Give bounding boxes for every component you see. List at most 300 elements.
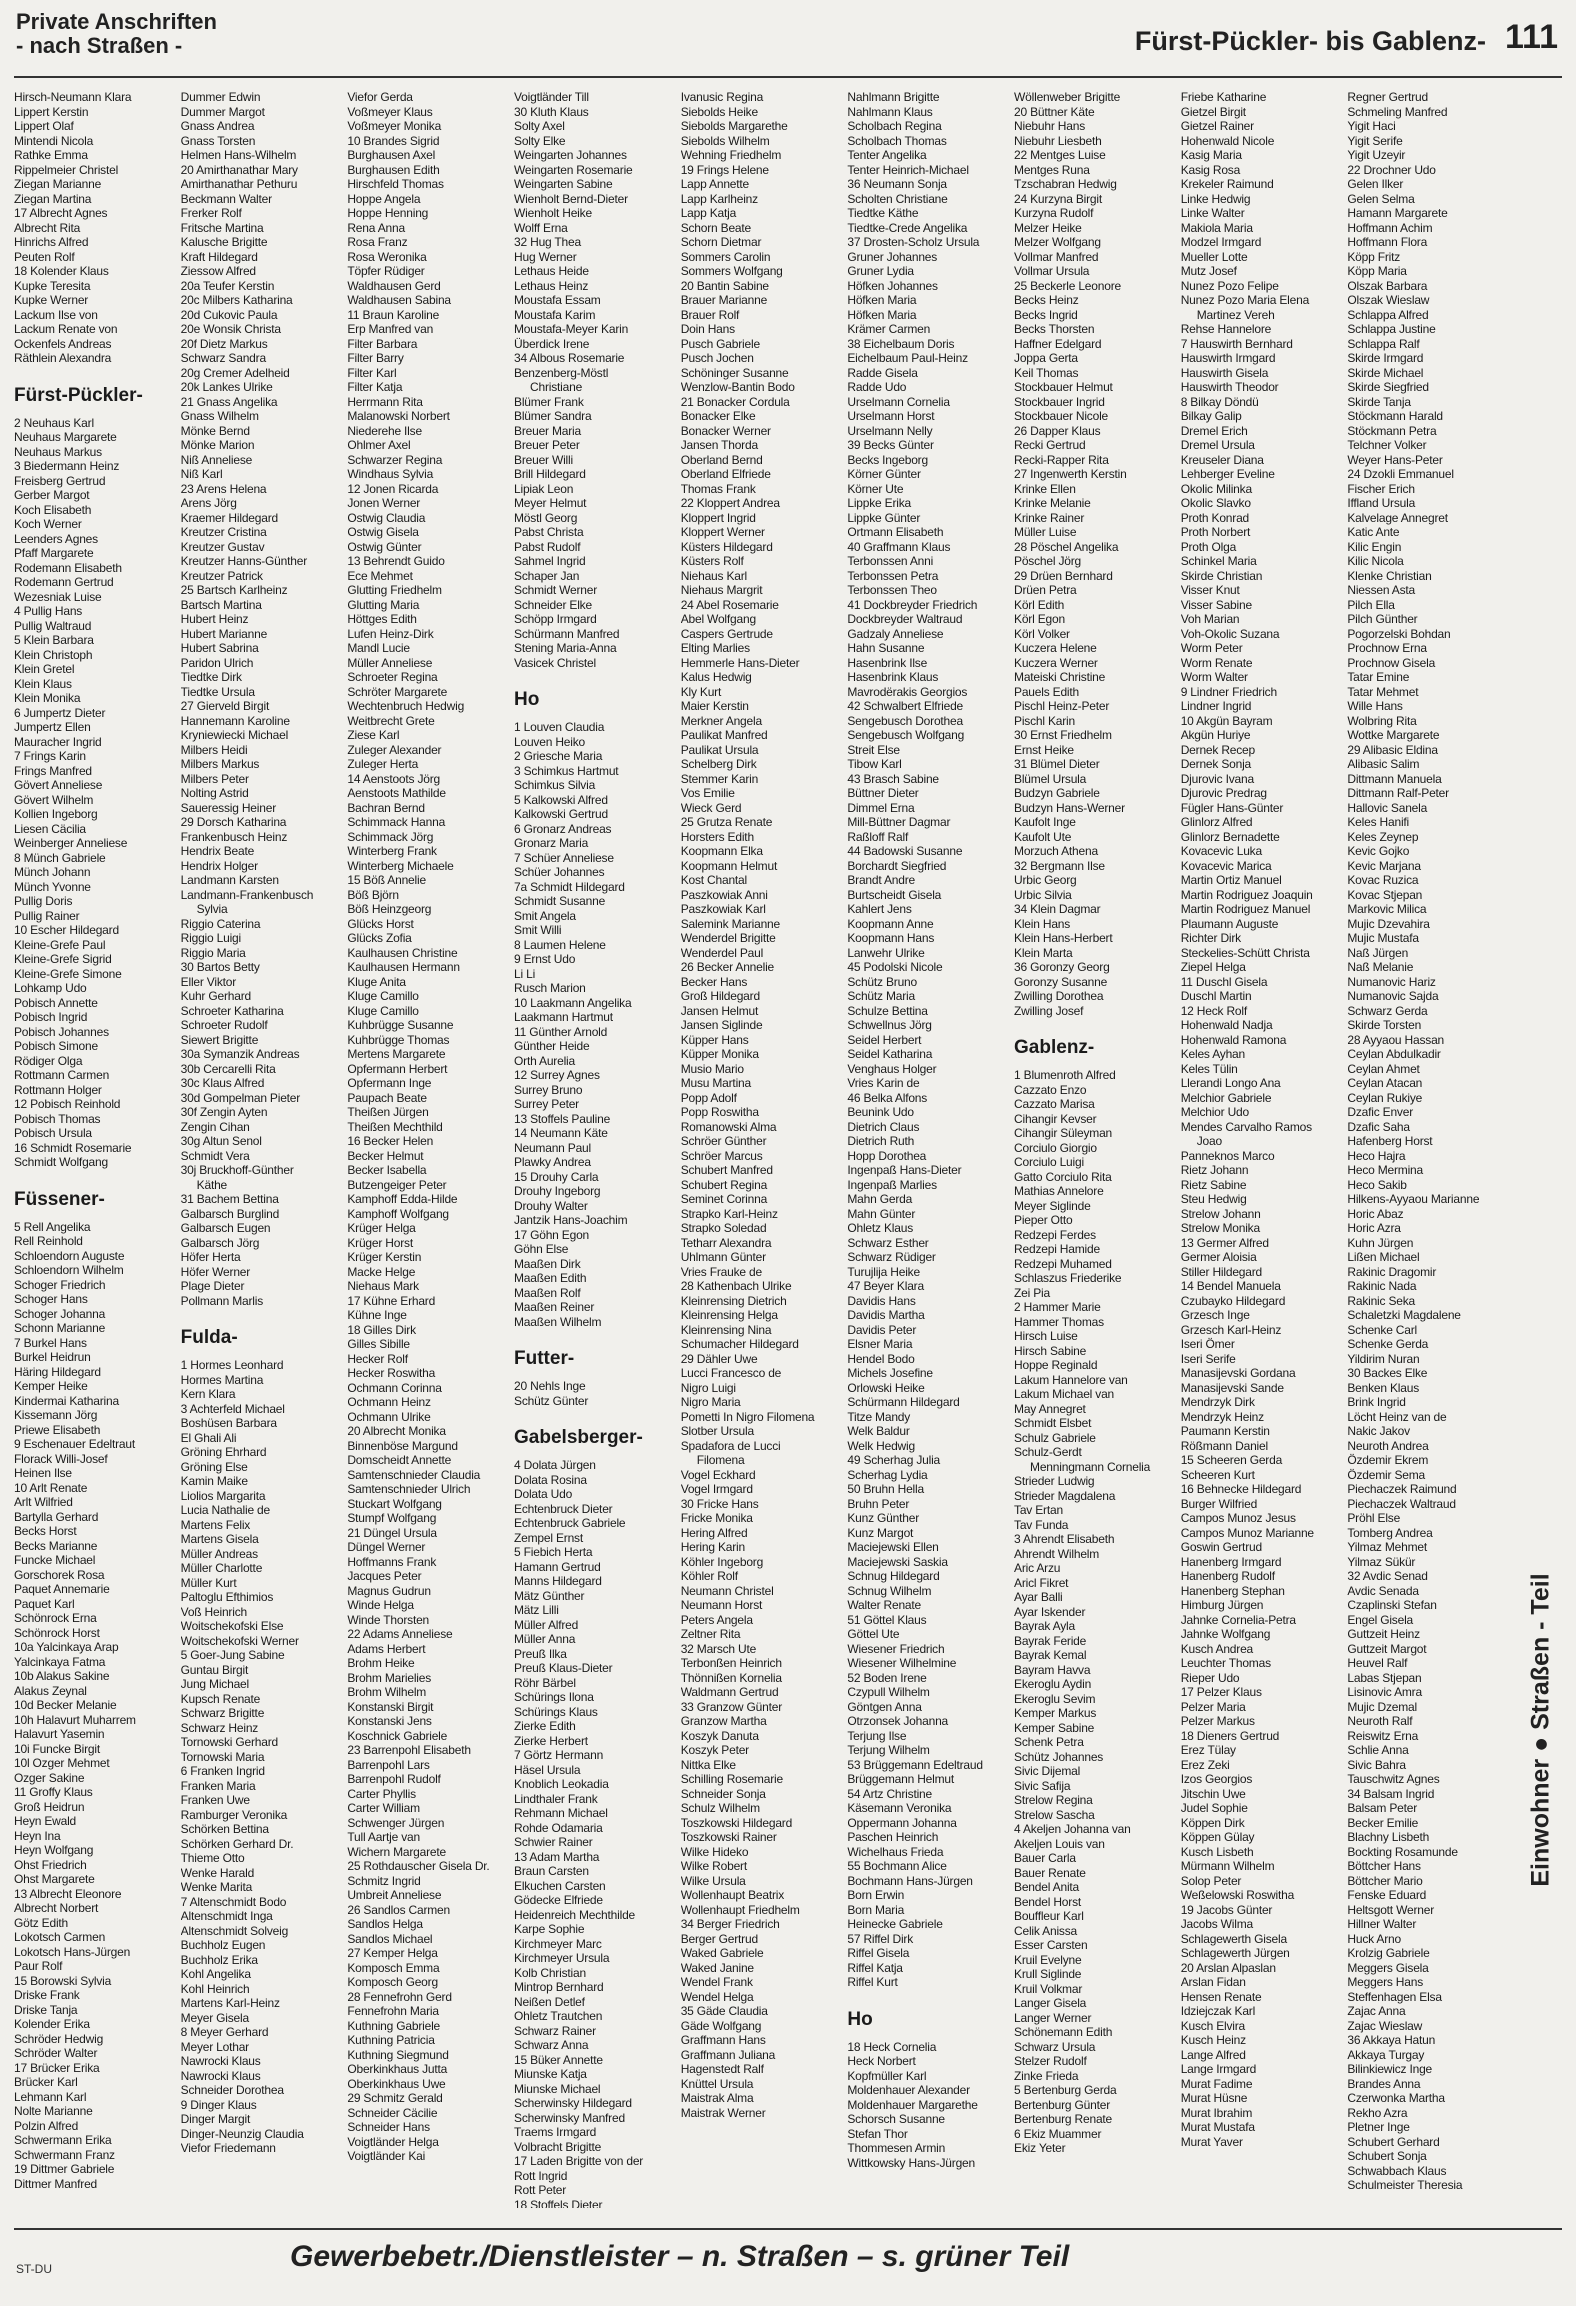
resident-entry: Mönke Marion bbox=[180, 438, 255, 452]
resident-entry: Schürmann Manfred bbox=[514, 626, 620, 641]
resident-entry: Kemper Markus bbox=[1014, 1706, 1097, 1720]
resident-entry: 15 Borowski Sylvia bbox=[14, 1973, 112, 1988]
resident-entry: Spadafora de Lucci bbox=[680, 1438, 781, 1453]
resident-entry: Thönnißen Kornelia bbox=[680, 1670, 782, 1685]
resident-entry: Kohl Angelika bbox=[180, 1967, 251, 1981]
resident-entry: Benken Klaus bbox=[1347, 1380, 1420, 1395]
resident-entry: Schwarz Rüdiger bbox=[847, 1250, 936, 1264]
resident-entry: Schörken Gerhard Dr. bbox=[180, 1836, 294, 1851]
resident-entry: 4 Pullig Hans bbox=[14, 604, 83, 618]
resident-entry: Opfermann Herbert bbox=[347, 1061, 448, 1076]
side-tab-label: Einwohner ● Straßen - Teil bbox=[1526, 1573, 1555, 1887]
resident-entry: Mujic Dzemal bbox=[1347, 1699, 1417, 1714]
resident-entry: Piechaczek Raimund bbox=[1347, 1482, 1457, 1496]
resident-entry: Caspers Gertrude bbox=[680, 626, 773, 641]
resident-entry: Skirde Siegfried bbox=[1347, 380, 1429, 394]
resident-entry: 53 Brüggemann Edeltraud bbox=[847, 1757, 983, 1772]
resident-entry: Tomberg Andrea bbox=[1347, 1525, 1433, 1540]
resident-entry: Urbic Silvia bbox=[1014, 887, 1072, 902]
resident-entry: Wichelhaus Frieda bbox=[847, 1844, 944, 1859]
resident-entry: 20 Amirthanathar Mary bbox=[180, 162, 298, 177]
resident-entry: Kruil Evelyne bbox=[1014, 1952, 1082, 1967]
resident-entry: Grzesch Inge bbox=[1180, 1308, 1250, 1322]
resident-entry: 2 Neuhaus Karl bbox=[14, 415, 94, 430]
resident-entry: Hillner Walter bbox=[1347, 1917, 1417, 1931]
resident-entry: Neißen Detlef bbox=[514, 1994, 585, 2009]
resident-entry: 13 Germer Alfred bbox=[1180, 1235, 1269, 1250]
resident-entry: Schulz-Gerdt bbox=[1014, 1445, 1082, 1459]
resident-entry: Li Li bbox=[514, 966, 536, 981]
resident-entry: Visser Sabine bbox=[1180, 597, 1252, 612]
resident-entry: Niehaus Karl bbox=[680, 568, 747, 583]
resident-entry: Kusch Elvira bbox=[1180, 2018, 1245, 2033]
resident-entry: 34 Berger Friedrich bbox=[680, 1917, 780, 1931]
resident-entry: Scherwinsky Manfred bbox=[514, 2110, 625, 2125]
resident-entry: Franken Uwe bbox=[180, 1793, 250, 1807]
resident-entry: Köhler Rolf bbox=[680, 1569, 738, 1583]
resident-entry: Markovic Milica bbox=[1347, 902, 1427, 916]
resident-entry: Laakmann Hartmut bbox=[514, 1010, 613, 1024]
resident-entry: Melzer Heike bbox=[1014, 220, 1082, 235]
resident-entry: Hoppe Reginald bbox=[1014, 1358, 1098, 1372]
resident-entry: Ingenpaß Marlies bbox=[847, 1177, 937, 1192]
resident-entry: Kurzyna Rudolf bbox=[1014, 206, 1094, 220]
resident-entry: Vollmar Manfred bbox=[1014, 249, 1099, 264]
resident-entry: Skirde Michael bbox=[1347, 365, 1424, 380]
resident-entry: Küpper Monika bbox=[680, 1047, 759, 1061]
resident-entry: Kruil Volkmar bbox=[1014, 1981, 1083, 1996]
resident-entry: Rekho Azra bbox=[1347, 2105, 1408, 2120]
resident-entry: Dietrich Ruth bbox=[847, 1134, 915, 1148]
resident-entry: Binnenböse Margund bbox=[347, 1438, 458, 1453]
resident-entry: Tauschwitz Agnes bbox=[1347, 1772, 1440, 1786]
resident-entry: Schneider Cäcilie bbox=[347, 2105, 438, 2120]
resident-entry: 8 Münch Gabriele bbox=[14, 850, 106, 865]
resident-entry: Dernek Sonja bbox=[1180, 757, 1252, 771]
resident-entry: 30f Zengin Ayten bbox=[180, 1105, 268, 1119]
resident-entry: Lucia Nathalie de bbox=[180, 1503, 271, 1517]
resident-entry: Schröter Margarete bbox=[347, 684, 448, 699]
resident-entry: Jitschin Uwe bbox=[1180, 1786, 1246, 1801]
resident-entry: Tav Funda bbox=[1014, 1517, 1069, 1532]
resident-entry: Krolzig Gabriele bbox=[1347, 1946, 1430, 1960]
resident-entry: 27 Kemper Helga bbox=[347, 1946, 438, 1960]
resident-entry: Murat Fadime bbox=[1180, 2076, 1253, 2091]
resident-entry: 14 Aenstoots Jörg bbox=[347, 771, 441, 786]
resident-entry: Gnass Andrea bbox=[180, 119, 255, 133]
resident-entry: Niß Karl bbox=[180, 467, 223, 481]
resident-entry: Schmidt Wolfgang bbox=[14, 1155, 108, 1169]
resident-entry: 24 Abel Rosemarie bbox=[680, 597, 779, 612]
resident-entry: Pabst Christa bbox=[514, 525, 584, 539]
resident-entry: 30 Ernst Friedhelm bbox=[1014, 728, 1112, 742]
resident-entry: 22 Kloppert Andrea bbox=[680, 496, 780, 510]
resident-entry: Wenke Marita bbox=[180, 1880, 253, 1894]
resident-entry: Amirthanathar Pethuru bbox=[180, 177, 298, 191]
resident-entry: Schulz Gabriele bbox=[1014, 1430, 1096, 1445]
resident-entry: Schlagewerth Jürgen bbox=[1180, 1946, 1290, 1960]
resident-entry: Ortmann Elisabeth bbox=[847, 525, 944, 539]
resident-entry: 21 Gnass Angelika bbox=[180, 394, 278, 409]
resident-entry: Umbreit Anneliese bbox=[347, 1888, 442, 1902]
resident-entry: Hering Karin bbox=[680, 1540, 745, 1554]
resident-entry: Hopp Dorothea bbox=[847, 1148, 927, 1163]
resident-entry: Schröer Marcus bbox=[680, 1148, 763, 1163]
resident-entry: Heco Hajra bbox=[1347, 1148, 1406, 1163]
resident-entry: Wolbring Rita bbox=[1347, 713, 1417, 728]
resident-entry: 30b Cercarelli Rita bbox=[180, 1061, 276, 1076]
resident-entry: Wienholt Heike bbox=[514, 206, 592, 220]
resident-entry: 9 Eschenauer Edeltraut bbox=[14, 1437, 136, 1451]
resident-entry: Fenske Eduard bbox=[1347, 1888, 1427, 1902]
resident-entry: Galbarsch Burglind bbox=[180, 1206, 280, 1221]
resident-entry: Krüger Helga bbox=[347, 1221, 416, 1235]
resident-entry: Pusch Gabriele bbox=[680, 336, 760, 351]
resident-entry: Voh Marian bbox=[1180, 612, 1240, 626]
resident-entry: Malanowski Norbert bbox=[347, 409, 450, 423]
resident-entry: Melchior Udo bbox=[1180, 1105, 1249, 1119]
resident-entry: 44 Badowski Susanne bbox=[847, 844, 963, 858]
resident-entry: Rödiger Olga bbox=[14, 1053, 83, 1068]
resident-entry: Schlagewerth Gisela bbox=[1180, 1931, 1287, 1946]
resident-entry: Ernst Heike bbox=[1014, 742, 1074, 757]
resident-entry: Sandlos Helga bbox=[347, 1917, 423, 1931]
resident-entry: Brink Ingrid bbox=[1347, 1395, 1406, 1409]
resident-entry: Neuroth Andrea bbox=[1347, 1438, 1429, 1453]
resident-entry: Keles Tülin bbox=[1180, 1061, 1238, 1076]
resident-entry: Peters Angela bbox=[680, 1612, 753, 1627]
resident-entry: Scherwinsky Hildegard bbox=[514, 2096, 632, 2110]
resident-entry: 9 Ernst Udo bbox=[514, 952, 576, 966]
resident-entry: Ostwig Gisela bbox=[347, 525, 419, 539]
resident-entry: Münch Yvonne bbox=[14, 879, 91, 894]
resident-entry: Häring Hildegard bbox=[14, 1364, 101, 1379]
directory-column bbox=[1347, 90, 1512, 2208]
resident-entry: Klein Monika bbox=[14, 691, 81, 705]
resident-entry: Skirde Torsten bbox=[1347, 1018, 1422, 1032]
resident-entry: Dittmer Manfred bbox=[14, 2176, 98, 2191]
resident-entry: Müller Anneliese bbox=[347, 655, 433, 670]
resident-entry: 13 Stoffels Pauline bbox=[514, 1111, 611, 1126]
resident-entry: Borchardt Siegfried bbox=[847, 858, 947, 873]
resident-entry: Turujlija Heike bbox=[847, 1264, 920, 1279]
resident-entry: Rott Peter bbox=[514, 2183, 567, 2197]
resident-entry: 10d Becker Melanie bbox=[14, 1698, 117, 1712]
resident-entry: Altenschmidt Solveig bbox=[180, 1923, 289, 1938]
resident-entry: Kovacevic Marica bbox=[1180, 858, 1272, 873]
resident-entry: 5 Bertenburg Gerda bbox=[1014, 2083, 1117, 2097]
footer-divider bbox=[14, 2228, 1562, 2230]
resident-entry: 34 Balsam Ingrid bbox=[1347, 1786, 1435, 1801]
resident-entry: 20 Nehls Inge bbox=[514, 1379, 586, 1393]
resident-entry: Butzengeiger Peter bbox=[347, 1177, 447, 1192]
resident-entry-continuation: Martinez Vereh bbox=[1196, 307, 1275, 322]
resident-entry: Stiller Hildegard bbox=[1180, 1264, 1263, 1279]
resident-entry: Brauer Rolf bbox=[680, 307, 740, 322]
resident-entry: 26 Dapper Klaus bbox=[1014, 423, 1101, 438]
resident-entry: Rathke Emma bbox=[14, 148, 88, 162]
resident-entry: Kalus Hedwig bbox=[680, 670, 752, 684]
resident-entry: El Ghali Ali bbox=[180, 1430, 237, 1445]
resident-entry: Kovac Ruzica bbox=[1347, 873, 1419, 887]
resident-entry: Schilling Rosemarie bbox=[680, 1772, 783, 1786]
resident-entry: Gorschorek Rosa bbox=[14, 1567, 105, 1582]
resident-entry: Maaßen Rolf bbox=[514, 1285, 581, 1300]
resident-entry: Preuß Ilka bbox=[514, 1646, 567, 1661]
resident-entry: Zwilling Dorothea bbox=[1014, 989, 1104, 1003]
resident-entry: Djurovic Predrag bbox=[1180, 786, 1267, 800]
resident-entry-continuation: Sylvia bbox=[196, 902, 228, 916]
resident-entry: Solop Peter bbox=[1180, 1873, 1242, 1888]
resident-entry: Klein Hans-Herbert bbox=[1014, 931, 1113, 945]
resident-entry: Skirde Christian bbox=[1180, 568, 1263, 583]
resident-entry: Lehmann Karl bbox=[14, 2089, 87, 2104]
resident-entry: Niebuhr Liesbeth bbox=[1014, 133, 1102, 148]
resident-entry: Sivic Safija bbox=[1014, 1778, 1071, 1793]
resident-entry: Horic Abaz bbox=[1347, 1206, 1404, 1221]
resident-entry: Hubert Marianne bbox=[180, 626, 268, 641]
resident-entry: Pometti In Nigro Filomena bbox=[680, 1409, 815, 1424]
resident-entry: Iseri Ömer bbox=[1180, 1337, 1235, 1351]
resident-entry: Ayar Iskender bbox=[1014, 1604, 1086, 1619]
resident-entry: 23 Barrenpohl Elisabeth bbox=[347, 1743, 471, 1757]
resident-entry: Heyn Wolfgang bbox=[14, 1843, 94, 1857]
resident-entry: Schmeling Manfred bbox=[1347, 104, 1448, 119]
resident-entry: Töpfer Rüdiger bbox=[347, 264, 425, 278]
resident-entry: Neumann Christel bbox=[680, 1583, 774, 1598]
resident-entry: Schütz Johannes bbox=[1014, 1749, 1104, 1764]
resident-entry: Lackum Renate von bbox=[14, 322, 118, 336]
resident-entry: Ochmann Heinz bbox=[347, 1395, 431, 1409]
resident-entry: Cazzato Enzo bbox=[1014, 1082, 1087, 1097]
resident-entry: Zierke Edith bbox=[514, 1719, 576, 1733]
resident-entry: Dinger-Neunzig Claudia bbox=[180, 2126, 304, 2141]
resident-entry: Kirchmeyer Ursula bbox=[514, 1951, 610, 1965]
resident-entry: 26 Sandlos Carmen bbox=[347, 1902, 451, 1917]
resident-entry: Toszkowski Hildegard bbox=[680, 1815, 793, 1830]
resident-entry: Dolata Rosina bbox=[514, 1472, 587, 1487]
resident-entry: Brücker Karl bbox=[14, 2075, 78, 2089]
resident-entry: Bayram Havva bbox=[1014, 1662, 1091, 1677]
resident-entry: Murat Mustafa bbox=[1180, 2120, 1255, 2134]
resident-entry: Schubert Sonja bbox=[1347, 2149, 1427, 2163]
resident-entry: 20 Bantin Sabine bbox=[680, 278, 769, 293]
resident-entry: Schoger Johanna bbox=[14, 1306, 106, 1321]
resident-entry: Krüger Kerstin bbox=[347, 1250, 422, 1264]
resident-entry: Lanwehr Ulrike bbox=[847, 945, 925, 960]
resident-entry: 1 Louven Claudia bbox=[514, 720, 605, 734]
resident-entry: Vos Emilie bbox=[680, 786, 735, 800]
resident-entry: Krinke Ellen bbox=[1014, 481, 1076, 496]
resident-entry: Pieper Otto bbox=[1014, 1213, 1073, 1227]
resident-entry: Venghaus Holger bbox=[847, 1061, 937, 1076]
resident-entry: Glinlorz Bernadette bbox=[1180, 829, 1280, 844]
resident-entry: Kusch Lisbeth bbox=[1180, 1844, 1254, 1859]
resident-entry: Schneider Elke bbox=[514, 597, 592, 612]
resident-entry: Echtenbruck Dieter bbox=[514, 1501, 613, 1516]
resident-entry: 37 Drosten-Scholz Ursula bbox=[847, 235, 980, 249]
resident-entry: 20 Arslan Alpaslan bbox=[1180, 1960, 1276, 1975]
resident-entry: Glinlorz Alfred bbox=[1180, 815, 1253, 829]
resident-entry: Dremel Ursula bbox=[1180, 438, 1255, 452]
resident-entry: Münch Johann bbox=[14, 865, 91, 879]
resident-entry: Dummer Margot bbox=[180, 104, 265, 119]
resident-entry: 32 Hug Thea bbox=[514, 235, 581, 249]
resident-entry: Kemper Sabine bbox=[1014, 1720, 1095, 1735]
resident-entry: Weitbrecht Grete bbox=[347, 713, 435, 728]
resident-entry: Panneknos Marco bbox=[1180, 1148, 1275, 1163]
resident-entry: Riggio Luigi bbox=[180, 931, 241, 945]
resident-entry: Engel Gisela bbox=[1347, 1612, 1414, 1627]
resident-entry: Nawrocki Klaus bbox=[180, 2068, 261, 2083]
resident-entry: Burtscheidt Gisela bbox=[847, 887, 942, 902]
resident-entry: Sommers Wolfgang bbox=[680, 264, 783, 278]
resident-entry: Tornowski Maria bbox=[180, 1749, 265, 1764]
resident-entry: Adams Herbert bbox=[347, 1641, 426, 1656]
resident-entry: Klein Marta bbox=[1014, 945, 1073, 960]
resident-entry: Ochmann Ulrike bbox=[347, 1409, 431, 1424]
resident-entry: Paumann Kerstin bbox=[1180, 1424, 1270, 1438]
resident-entry: Urselmann Nelly bbox=[847, 423, 933, 438]
resident-entry: 3 Biedermann Heinz bbox=[14, 459, 120, 473]
resident-entry: Böß Heinzgeorg bbox=[347, 902, 432, 916]
resident-entry: Hirsch-Neumann Klara bbox=[14, 90, 132, 104]
resident-entry: Kilic Nicola bbox=[1347, 554, 1404, 568]
resident-entry: Löcht Heinz van de bbox=[1347, 1409, 1447, 1424]
resident-entry: Ekeroglu Aydin bbox=[1014, 1677, 1092, 1691]
resident-entry: Wollenhaupt Friedhelm bbox=[680, 1902, 800, 1917]
resident-entry: Elkuchen Carsten bbox=[514, 1878, 606, 1893]
resident-entry: Okolic Milinka bbox=[1180, 481, 1252, 496]
resident-entry: Hahn Susanne bbox=[847, 641, 925, 655]
resident-entry: Steffenhagen Elsa bbox=[1347, 1989, 1442, 2004]
resident-entry: Köpp Maria bbox=[1347, 264, 1407, 278]
resident-entry: Schönrock Horst bbox=[14, 1625, 100, 1640]
resident-entry: Miunske Michael bbox=[514, 2081, 601, 2096]
resident-entry: Born Maria bbox=[847, 1902, 905, 1917]
resident-entry: Guntau Birgit bbox=[180, 1662, 249, 1677]
resident-entry: Streit Else bbox=[847, 742, 900, 757]
resident-entry: Körl Egon bbox=[1014, 612, 1065, 626]
resident-entry: Maaßen Edith bbox=[514, 1271, 587, 1285]
resident-entry: Glücks Horst bbox=[347, 916, 414, 931]
resident-entry: 7 Görtz Hermann bbox=[514, 1748, 604, 1762]
resident-entry: Altenschmidt Inga bbox=[180, 1909, 273, 1923]
resident-entry: Mendrzyk Heinz bbox=[1180, 1409, 1264, 1424]
resident-entry: Kirchmeyer Marc bbox=[514, 1936, 602, 1951]
resident-entry: 6 Franken Ingrid bbox=[180, 1764, 265, 1778]
resident-entry: Tornowski Gerhard bbox=[180, 1735, 278, 1749]
resident-entry: 28 Kathenbach Ulrike bbox=[680, 1279, 792, 1293]
resident-entry: 10a Yalcinkaya Arap bbox=[14, 1640, 119, 1654]
resident-entry: Lapp Katja bbox=[680, 206, 737, 220]
resident-entry: Schulmeister Theresia bbox=[1347, 2178, 1463, 2192]
resident-entry: Horsters Edith bbox=[680, 829, 754, 844]
resident-entry: Beunink Udo bbox=[847, 1105, 914, 1119]
resident-entry: Driske Tanja bbox=[14, 2002, 78, 2017]
resident-entry: 7 Hauswirth Bernhard bbox=[1180, 336, 1293, 351]
resident-entry: Schmidt Susanne bbox=[514, 894, 606, 908]
resident-entry: Jansen Siglinde bbox=[680, 1018, 763, 1032]
resident-entry: Seidel Katharina bbox=[847, 1047, 933, 1061]
resident-entry: Schlie Anna bbox=[1347, 1743, 1409, 1757]
resident-entry: Stelzer Rudolf bbox=[1014, 2054, 1087, 2068]
resident-entry: Aricl Fikret bbox=[1014, 1575, 1069, 1590]
resident-entry: Drouhy Walter bbox=[514, 1198, 588, 1213]
resident-entry: Günther Heide bbox=[514, 1039, 590, 1053]
resident-entry: Heco Mermina bbox=[1347, 1163, 1423, 1177]
resident-entry: Schönemann Edith bbox=[1014, 2025, 1113, 2039]
resident-entry: Schröder Hedwig bbox=[14, 2031, 104, 2046]
resident-entry: 3 Schimkus Hartmut bbox=[514, 763, 619, 778]
resident-entry: Hug Werner bbox=[514, 249, 577, 264]
resident-entry: Yilmaz Mehmet bbox=[1347, 1540, 1428, 1554]
resident-entry: Höfken Maria bbox=[847, 307, 917, 322]
resident-entry: Hoffmann Achim bbox=[1347, 220, 1433, 235]
resident-entry: Schönrock Erna bbox=[14, 1611, 97, 1625]
resident-entry: Regner Gertrud bbox=[1347, 90, 1428, 104]
resident-entry: Becks Thorsten bbox=[1014, 322, 1095, 336]
resident-entry: Redzepi Hamide bbox=[1014, 1242, 1100, 1256]
resident-entry: Abel Wolfgang bbox=[680, 612, 756, 626]
resident-entry: Kohl Heinrich bbox=[180, 1981, 250, 1996]
resident-entry: Kilic Engin bbox=[1347, 539, 1402, 554]
resident-entry: Kemper Heike bbox=[14, 1379, 88, 1393]
resident-entry: Böttcher Mario bbox=[1347, 1873, 1423, 1888]
resident-entry: Rakinic Seka bbox=[1347, 1293, 1416, 1308]
resident-entry: Siebolds Margarethe bbox=[680, 119, 788, 133]
resident-entry: Moldenhauer Alexander bbox=[847, 2083, 970, 2097]
resident-entry: Wiesener Friedrich bbox=[847, 1641, 945, 1656]
resident-entry: Lindthaler Frank bbox=[514, 1791, 598, 1806]
resident-entry: Hoffmann Flora bbox=[1347, 235, 1428, 249]
resident-entry: Mönke Bernd bbox=[180, 423, 250, 438]
resident-entry: Leuchter Thomas bbox=[1180, 1656, 1271, 1670]
resident-entry: Göttel Ute bbox=[847, 1627, 900, 1641]
resident-entry: Mueller Lotte bbox=[1180, 249, 1248, 264]
resident-entry: Kleine-Grefe Simone bbox=[14, 966, 122, 981]
resident-entry: Smit Angela bbox=[514, 908, 576, 923]
resident-entry: 12 Pobisch Reinhold bbox=[14, 1097, 121, 1111]
resident-entry: 41 Dockbreyder Friedrich bbox=[847, 597, 978, 612]
resident-entry: Schneider Dorothea bbox=[180, 2083, 284, 2097]
resident-entry: Schroeter Regina bbox=[347, 670, 438, 684]
resident-entry: Schimmack Hanna bbox=[347, 815, 446, 829]
resident-entry: Mateiski Christine bbox=[1014, 670, 1106, 684]
resident-entry: Nigro Maria bbox=[680, 1395, 741, 1409]
resident-entry: Überdick Irene bbox=[514, 336, 590, 351]
resident-entry: Vogel Irmgard bbox=[680, 1482, 753, 1496]
resident-entry: 18 Heck Cornelia bbox=[847, 2039, 937, 2054]
resident-entry: Lippert Olaf bbox=[14, 119, 74, 133]
resident-entry: Dietrich Claus bbox=[847, 1119, 920, 1134]
resident-entry: 16 Schmidt Rosemarie bbox=[14, 1140, 132, 1155]
resident-entry: Burghausen Axel bbox=[347, 148, 436, 162]
resident-entry: Liesen Cäcilia bbox=[14, 821, 86, 836]
resident-entry: Hendel Bodo bbox=[847, 1351, 915, 1366]
resident-entry: Wezesniak Luise bbox=[14, 589, 102, 604]
section-title-line2: - nach Straßen - bbox=[16, 33, 183, 58]
resident-entry: 20e Wonsik Christa bbox=[180, 322, 281, 336]
resident-entry: 28 Pöschel Angelika bbox=[1014, 539, 1119, 554]
resident-entry: Lethaus Heinz bbox=[514, 278, 589, 293]
resident-entry: Weinberger Anneliese bbox=[14, 836, 128, 850]
resident-entry: Celik Anissa bbox=[1014, 1923, 1077, 1938]
resident-entry: Brohm Marielies bbox=[347, 1670, 432, 1685]
resident-entry: Haffner Edelgard bbox=[1014, 336, 1102, 351]
resident-entry: Maciejewski Ellen bbox=[847, 1540, 939, 1554]
resident-entry: Schoger Friedrich bbox=[14, 1277, 106, 1292]
